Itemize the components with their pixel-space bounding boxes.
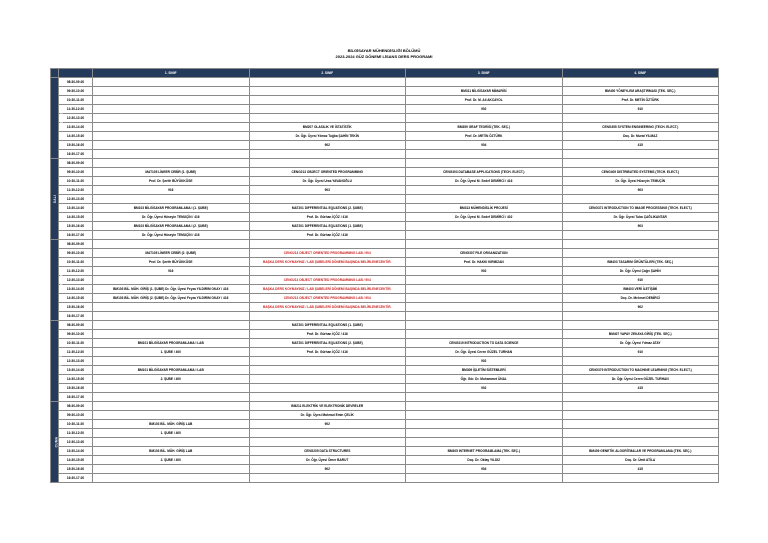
course-cell: 904 (406, 465, 563, 474)
time-slot: 08:30-09:20 (59, 78, 93, 87)
course-cell: Prof. Dr. Şerife BÜYÜKKÖSE (93, 177, 250, 186)
department-title: BİLGİSAYAR MÜHENDİSLİĞİ BÖLÜMÜ (347, 48, 421, 53)
course-cell: BM403 TASARIM ÖRÜNTÜLERİ (TEK. SEÇ.) (562, 258, 719, 267)
time-slot: 08:30-09:20 (59, 159, 93, 168)
table-row (51, 114, 719, 123)
course-cell: CENG213 OBJECT ORIENTED PROGRAMMING (249, 168, 406, 177)
course-cell: BM359 GRAF TEORİSİ (TEK. SEÇ.) (406, 123, 563, 132)
course-cell (93, 438, 250, 447)
table-row (51, 141, 719, 150)
course-cell: 910 (562, 348, 719, 357)
table-row (51, 366, 719, 375)
course-cell (562, 474, 719, 483)
course-cell (406, 186, 563, 195)
course-cell: BM101 BİLGİSAYAR PROGRAMLAMA I LAB (93, 339, 250, 348)
table-row (51, 321, 719, 330)
course-cell: MAT105 LİNEER CEBİR (1. ŞUBE) (93, 168, 250, 177)
course-cell: 903 (249, 186, 406, 195)
course-cell (249, 267, 406, 276)
course-cell (562, 420, 719, 429)
course-cell (93, 411, 250, 420)
table-row (51, 204, 719, 213)
course-cell: BAŞKA DERS KOYMAYINIZ / LAB ŞUBELERİ DÖNEMİ BAŞINDA BELİRLENECEKTİR. (249, 303, 406, 312)
course-cell (562, 195, 719, 204)
course-cell: BM313 MÜHENDİSLİK PROJESİ (406, 204, 563, 213)
course-cell: 902 (406, 267, 563, 276)
course-cell: Öğr. Gör. Dr. Muhammet ÜNAL (406, 375, 563, 384)
course-cell: BM309 İŞLETİM SİSTEMLERİ (406, 366, 563, 375)
course-cell (562, 159, 719, 168)
course-cell: BM211 ELEKTRİK VE ELEKTRONİK DEVRELER (249, 402, 406, 411)
course-cell: CENG379 INTRODUCTION TO MACHINE LEARNING (TECH. ELECT.) (562, 366, 719, 375)
course-cell: 2. ŞUBE / 400 (93, 456, 250, 465)
course-cell: Doç. Dr. Murat YILMAZ (562, 132, 719, 141)
course-cell: 910 (562, 105, 719, 114)
course-cell: Doç. Dr. Oktay YILDIZ (406, 456, 563, 465)
course-cell (249, 195, 406, 204)
course-cell (249, 384, 406, 393)
course-cell (249, 429, 406, 438)
course-cell (562, 231, 719, 240)
table-row (51, 195, 719, 204)
course-cell: 902 (406, 105, 563, 114)
course-cell (406, 276, 563, 285)
course-cell (406, 195, 563, 204)
course-cell (93, 312, 250, 321)
table-row (51, 456, 719, 465)
course-cell (562, 150, 719, 159)
course-cell (93, 357, 250, 366)
time-slot: 14:30-15:20 (59, 213, 93, 222)
course-cell: CENG205 DATA STRUCTURES (249, 447, 406, 456)
time-slot: 16:30-17:20 (59, 474, 93, 483)
course-cell: BM407 YAPAY ZEKAYA GİRİŞ (TEK. SEÇ.) (562, 330, 719, 339)
table-row (51, 465, 719, 474)
time-slot: 10:30-11:20 (59, 258, 93, 267)
course-cell: Prof. Dr. METİN ÖZTÜRK (406, 132, 563, 141)
course-cell: Dr. Öğr. Üyesi Ömer BARUT (249, 456, 406, 465)
course-cell (93, 141, 250, 150)
time-slot: 14:30-15:20 (59, 375, 93, 384)
table-row (51, 87, 719, 96)
course-cell: BM400 YÖNEYLEM ARAŞTIRMASI (TEK. SEÇ.) (562, 87, 719, 96)
course-cell (93, 402, 250, 411)
course-cell (562, 249, 719, 258)
table-row (51, 393, 719, 402)
course-cell: CENG213 OBJECT ORIENTED PROGRAMMING LAB / 904 (249, 294, 406, 303)
course-cell (249, 438, 406, 447)
course-cell (406, 114, 563, 123)
course-cell: CENG319 INTRODUCTION TO DATA SCIENCE (406, 339, 563, 348)
time-slot: 16:30-17:20 (59, 150, 93, 159)
table-row (51, 258, 719, 267)
course-cell: BM403 VERİ İLETİŞİMİ (562, 285, 719, 294)
course-cell: Dr. Öğr. Üyesi Çağrı ŞAHİN (562, 267, 719, 276)
course-cell: BM103 BİL. MÜH. GİRİŞ LAB (93, 447, 250, 456)
time-slot: 10:30-11:20 (59, 177, 93, 186)
table-row (51, 357, 719, 366)
time-slot: 08:30-09:20 (59, 402, 93, 411)
course-cell: CENG355 SYSTEM ENGINEERING (TECH. ELECT.) (562, 123, 719, 132)
program-title: 2023-2024 GÜZ DÖNEMİ LİSANS DERS PROGRAMI (335, 54, 433, 59)
course-cell (249, 159, 406, 168)
course-cell (249, 375, 406, 384)
course-cell (249, 366, 406, 375)
course-cell: Prof. Dr. Gürhan İÇÖZ / 416 (249, 213, 406, 222)
course-cell: Dr. Öğr. Üyesi Tuba ÇAĞLIKANTAR (562, 213, 719, 222)
course-cell: BAŞKA DERS KOYMAYINIZ / LAB ŞUBELERİ DÖNEMİ BAŞINDA BELİRLENECEKTİR. (249, 258, 406, 267)
course-cell (249, 150, 406, 159)
course-cell: 415 (562, 384, 719, 393)
course-cell (93, 465, 250, 474)
course-cell: Doç. Dr. Mehmet DEMİRCİ (562, 294, 719, 303)
course-cell: Dr. Öğr. Üyesi Uras YAVANOĞLU (249, 177, 406, 186)
course-cell: Dr. Öğr. Üyesi M. Sedef DEMİRCİ / 402 (406, 213, 563, 222)
table-row (51, 303, 719, 312)
day-label (51, 159, 59, 240)
time-slot: 10:30-11:20 (59, 339, 93, 348)
course-cell (93, 303, 250, 312)
table-row (51, 222, 719, 231)
course-cell (562, 312, 719, 321)
time-slot: 13:30-14:20 (59, 204, 93, 213)
course-cell (93, 240, 250, 249)
table-row (51, 402, 719, 411)
table-row (51, 213, 719, 222)
time-slot: 14:30-15:20 (59, 132, 93, 141)
course-cell (406, 150, 563, 159)
day-name: CUMA (54, 436, 59, 448)
time-slot: 12:30-13:20 (59, 438, 93, 447)
time-slot: 09:30-10:20 (59, 411, 93, 420)
header-row (51, 69, 719, 78)
course-cell: Prof. Dr. Gürhan İÇÖZ / 416 (249, 348, 406, 357)
course-cell: 903 (562, 222, 719, 231)
table-row (51, 177, 719, 186)
course-cell (93, 78, 250, 87)
header-day (51, 69, 59, 78)
time-slot: 09:30-10:20 (59, 87, 93, 96)
course-cell: Dr. Öğr. Üyesi Ceren GÜZEL TURHAN (406, 348, 563, 357)
course-cell: MAT105 LİNEER CEBİR (2. ŞUBE) (93, 249, 250, 258)
time-slot: 13:30-14:20 (59, 366, 93, 375)
course-cell (562, 438, 719, 447)
day-label (51, 402, 59, 483)
course-cell: Doç. Dr. Ümit ATİLA (562, 456, 719, 465)
course-cell: BM207 OLASILIK VE İSTATİSTİK (249, 123, 406, 132)
table-row (51, 267, 719, 276)
time-slot: 15:30-16:20 (59, 222, 93, 231)
course-cell (406, 402, 563, 411)
course-cell (562, 240, 719, 249)
time-slot: 08:30-09:20 (59, 321, 93, 330)
course-cell: CENG307 FILE ORGANIZATION (406, 249, 563, 258)
course-cell (93, 96, 250, 105)
time-slot: 08:30-09:20 (59, 240, 93, 249)
course-cell: CENG303 DATABASE APPLICATIONS (TECH. ELECT.) (406, 168, 563, 177)
table-row (51, 420, 719, 429)
table-row (51, 276, 719, 285)
course-cell: Dr. Öğr. Üyesi Yılmaz ATAY (562, 339, 719, 348)
course-cell (562, 393, 719, 402)
course-cell: 902 (249, 465, 406, 474)
course-cell (562, 411, 719, 420)
course-cell (406, 420, 563, 429)
course-cell (406, 294, 563, 303)
time-slot: 09:30-10:20 (59, 330, 93, 339)
table-row (51, 330, 719, 339)
time-slot: 13:30-14:20 (59, 123, 93, 132)
course-cell: 903 (562, 186, 719, 195)
time-slot: 16:30-17:20 (59, 231, 93, 240)
table-row (51, 384, 719, 393)
table-row (51, 411, 719, 420)
time-slot: 11:30-12:20 (59, 429, 93, 438)
course-cell (562, 357, 719, 366)
table-row (51, 285, 719, 294)
course-cell: BM103 BİL. MÜH. GİRİŞ (1. ŞUBE) Dr. Öğr. Üyesi Feyza YILDIRIM OKAY / 416 (93, 285, 250, 294)
course-cell (93, 195, 250, 204)
schedule-table (50, 68, 719, 483)
course-cell (93, 150, 250, 159)
day-label (51, 78, 64, 159)
table-row (51, 312, 719, 321)
course-cell: 902 (562, 303, 719, 312)
course-cell: 415 (562, 141, 719, 150)
table-row (51, 123, 719, 132)
course-cell (93, 276, 250, 285)
course-cell: Dr. Öğr. Üyesi Hüseyin TEMUÇİN / 416 (93, 213, 250, 222)
course-cell: BAŞKA DERS KOYMAYINIZ / LAB ŞUBELERİ DÖNEMİ BAŞINDA BELİRLENECEKTİR. (249, 285, 406, 294)
course-cell (406, 411, 563, 420)
time-slot: 12:30-13:20 (59, 276, 93, 285)
course-cell: 1. ŞUBE / 400 (93, 348, 250, 357)
course-cell (406, 285, 563, 294)
day-name: ÇARŞAMBA (59, 269, 64, 291)
table-row (51, 375, 719, 384)
course-cell (406, 321, 563, 330)
course-cell: MAT201 DIFFERENTIAL EQUATIONS (1. ŞUBE) (249, 222, 406, 231)
header-grade-4: 4. SINIF (562, 69, 719, 78)
time-slot: 16:30-17:20 (59, 393, 93, 402)
course-cell (249, 312, 406, 321)
table-row (51, 429, 719, 438)
table-row (51, 339, 719, 348)
course-cell: 902 (249, 420, 406, 429)
course-cell: BM103 BİL. MÜH. GİRİŞ LAB (93, 420, 250, 429)
table-row (51, 150, 719, 159)
course-cell (406, 429, 563, 438)
course-cell: CENG213 OBJECT ORIENTED PROGRAMMING LAB / 904 (249, 276, 406, 285)
course-cell (406, 222, 563, 231)
course-cell (249, 474, 406, 483)
course-cell (562, 78, 719, 87)
course-cell (249, 240, 406, 249)
table-row (51, 105, 719, 114)
time-slot: 15:30-16:20 (59, 303, 93, 312)
course-cell: 904 (406, 141, 563, 150)
time-slot: 11:30-12:20 (59, 186, 93, 195)
table-row (51, 240, 719, 249)
day-name: PAZARTESİ (59, 107, 64, 129)
course-cell (406, 438, 563, 447)
time-slot: 10:30-11:20 (59, 420, 93, 429)
course-cell (93, 114, 250, 123)
course-cell (562, 402, 719, 411)
time-slot: 10:30-11:20 (59, 96, 93, 105)
time-slot: 13:30-14:20 (59, 447, 93, 456)
course-cell (406, 474, 563, 483)
table-row (51, 438, 719, 447)
course-cell: Dr. Öğr. Üyesi Mahmut Emin ÇELİK (249, 411, 406, 420)
course-cell: 916 (93, 186, 250, 195)
day-name: SALI (53, 194, 58, 204)
course-cell: 910 (562, 276, 719, 285)
table-row (51, 186, 719, 195)
course-cell: CENG409 DISTRIBUTED SYSTEMS (TECH. ELECT.) (562, 168, 719, 177)
table-row (51, 132, 719, 141)
course-cell (249, 105, 406, 114)
time-slot: 14:30-15:20 (59, 294, 93, 303)
course-cell: 1. ŞUBE / 400 (93, 429, 250, 438)
course-cell (562, 114, 719, 123)
course-cell (406, 240, 563, 249)
course-cell (93, 105, 250, 114)
course-cell: 902 (406, 357, 563, 366)
course-cell: BM409 GENETİK ALGORİTMALAR VE PROGRAMLAMA (TEK. SEÇ.) (562, 447, 719, 456)
time-slot: 15:30-16:20 (59, 141, 93, 150)
time-slot: 12:30-13:20 (59, 195, 93, 204)
table-row (51, 294, 719, 303)
table-row (51, 474, 719, 483)
course-cell: Prof. Dr. HAKKI KIRMIZAN (406, 258, 563, 267)
day-name: PERŞEMBE (59, 350, 64, 372)
course-cell (562, 321, 719, 330)
table-row (51, 231, 719, 240)
header-grade-3: 3. SINIF (406, 69, 563, 78)
course-cell: CENG213 OBJECT ORIENTED PROGRAMMING LAB / 904 (249, 249, 406, 258)
time-slot: 09:30-10:20 (59, 249, 93, 258)
header-grade-1: 1. SINIF (93, 69, 250, 78)
course-cell (249, 96, 406, 105)
course-cell (93, 330, 250, 339)
day-label (51, 321, 64, 402)
course-cell: BM101 BİLGİSAYAR PROGRAMLAMA I LAB (93, 366, 250, 375)
course-cell (93, 384, 250, 393)
table-row (51, 168, 719, 177)
time-slot: 14:30-15:20 (59, 456, 93, 465)
course-cell (93, 393, 250, 402)
course-cell: BM305 INTERNET PROGRAMLAMA (TEK. SEÇ.) (406, 447, 563, 456)
time-slot: 15:30-16:20 (59, 465, 93, 474)
course-cell: Dr. Öğr. Üyesi Hüseyin TEMUÇİN (562, 177, 719, 186)
course-cell: MAT201 DIFFERENTIAL EQUATIONS (2. ŞUBE) (249, 339, 406, 348)
course-cell: BM103 BİL. MÜH. GİRİŞ (2. ŞUBE) Dr. Öğr. Üyesi Feyza YILDIRIM OKAY / 416 (93, 294, 250, 303)
course-cell: Prof. Dr. Gürhan İÇÖZ / 416 (249, 231, 406, 240)
course-cell (562, 429, 719, 438)
time-slot: 12:30-13:20 (59, 114, 93, 123)
course-cell: BM103 BİLGİSAYAR PROGRAMLAMA I (1. ŞUBE) (93, 204, 250, 213)
course-cell (406, 330, 563, 339)
course-cell: Dr. Öğr. Üyesi Hüseyin TEMUÇİN / 416 (93, 231, 250, 240)
course-cell (93, 474, 250, 483)
course-cell: BM311 BİLGİSAYAR MİMARİSİ (406, 87, 563, 96)
time-slot: 15:30-16:20 (59, 384, 93, 393)
table-row (51, 447, 719, 456)
course-cell: Prof. Dr. Şerife BÜYÜKKÖSE (93, 258, 250, 267)
course-cell (93, 321, 250, 330)
course-cell: Prof. Dr. M. Ali AKCAYOL (406, 96, 563, 105)
course-cell: 415 (562, 465, 719, 474)
table-row (51, 96, 719, 105)
course-cell (93, 87, 250, 96)
course-cell (249, 393, 406, 402)
course-cell (406, 393, 563, 402)
course-cell: Dr. Öğr. Üyesi Yılmaz Tuğba ŞAHİN TEKİN (249, 132, 406, 141)
table-row (51, 249, 719, 258)
course-cell: MAT201 DIFFERENTIAL EQUATIONS (1. ŞUBE) (249, 321, 406, 330)
day-label (51, 240, 64, 321)
time-slot: 12:30-13:20 (59, 357, 93, 366)
course-cell (406, 312, 563, 321)
course-cell: CENG371 INTRODUCTION TO IMAGE PROCESSING (TECH. ELECT.) (562, 204, 719, 213)
course-cell: 902 (249, 141, 406, 150)
course-cell: BM103 BİLGİSAYAR PROGRAMLAMA I (2. ŞUBE) (93, 222, 250, 231)
course-cell (249, 357, 406, 366)
header-grade-2: 2. SINIF (249, 69, 406, 78)
schedule-body (51, 78, 719, 483)
course-cell (406, 78, 563, 87)
course-cell (249, 78, 406, 87)
course-cell (406, 159, 563, 168)
table-row (51, 78, 719, 87)
course-cell: MAT201 DIFFERENTIAL EQUATIONS (2. ŞUBE) (249, 204, 406, 213)
time-slot: 16:30-17:20 (59, 312, 93, 321)
course-cell (406, 231, 563, 240)
course-cell: Prof. Dr. Gürhan İÇÖZ / 416 (249, 330, 406, 339)
header-time (59, 69, 93, 78)
course-cell (249, 114, 406, 123)
course-cell: 902 (406, 384, 563, 393)
course-cell (93, 123, 250, 132)
time-slot: 09:30-10:20 (59, 168, 93, 177)
time-slot: 13:30-14:20 (59, 285, 93, 294)
course-cell: 2. ŞUBE / 400 (93, 375, 250, 384)
course-cell: Prof. Dr. METİN ÖZTÜRK (562, 96, 719, 105)
course-cell (93, 159, 250, 168)
course-cell (249, 87, 406, 96)
table-row (51, 348, 719, 357)
course-cell: Dr. Öğr. Üyesi M. Sedef DEMİRCİ / 416 (406, 177, 563, 186)
course-cell (406, 303, 563, 312)
course-cell: Dr. Öğr. Üyesi Ceren GÜZEL TURHAN (562, 375, 719, 384)
time-slot: 11:30-12:20 (59, 105, 93, 114)
time-slot: 11:30-12:20 (59, 267, 93, 276)
course-cell (93, 132, 250, 141)
course-cell: 916 (93, 267, 250, 276)
table-row (51, 159, 719, 168)
time-slot: 11:30-12:20 (59, 348, 93, 357)
